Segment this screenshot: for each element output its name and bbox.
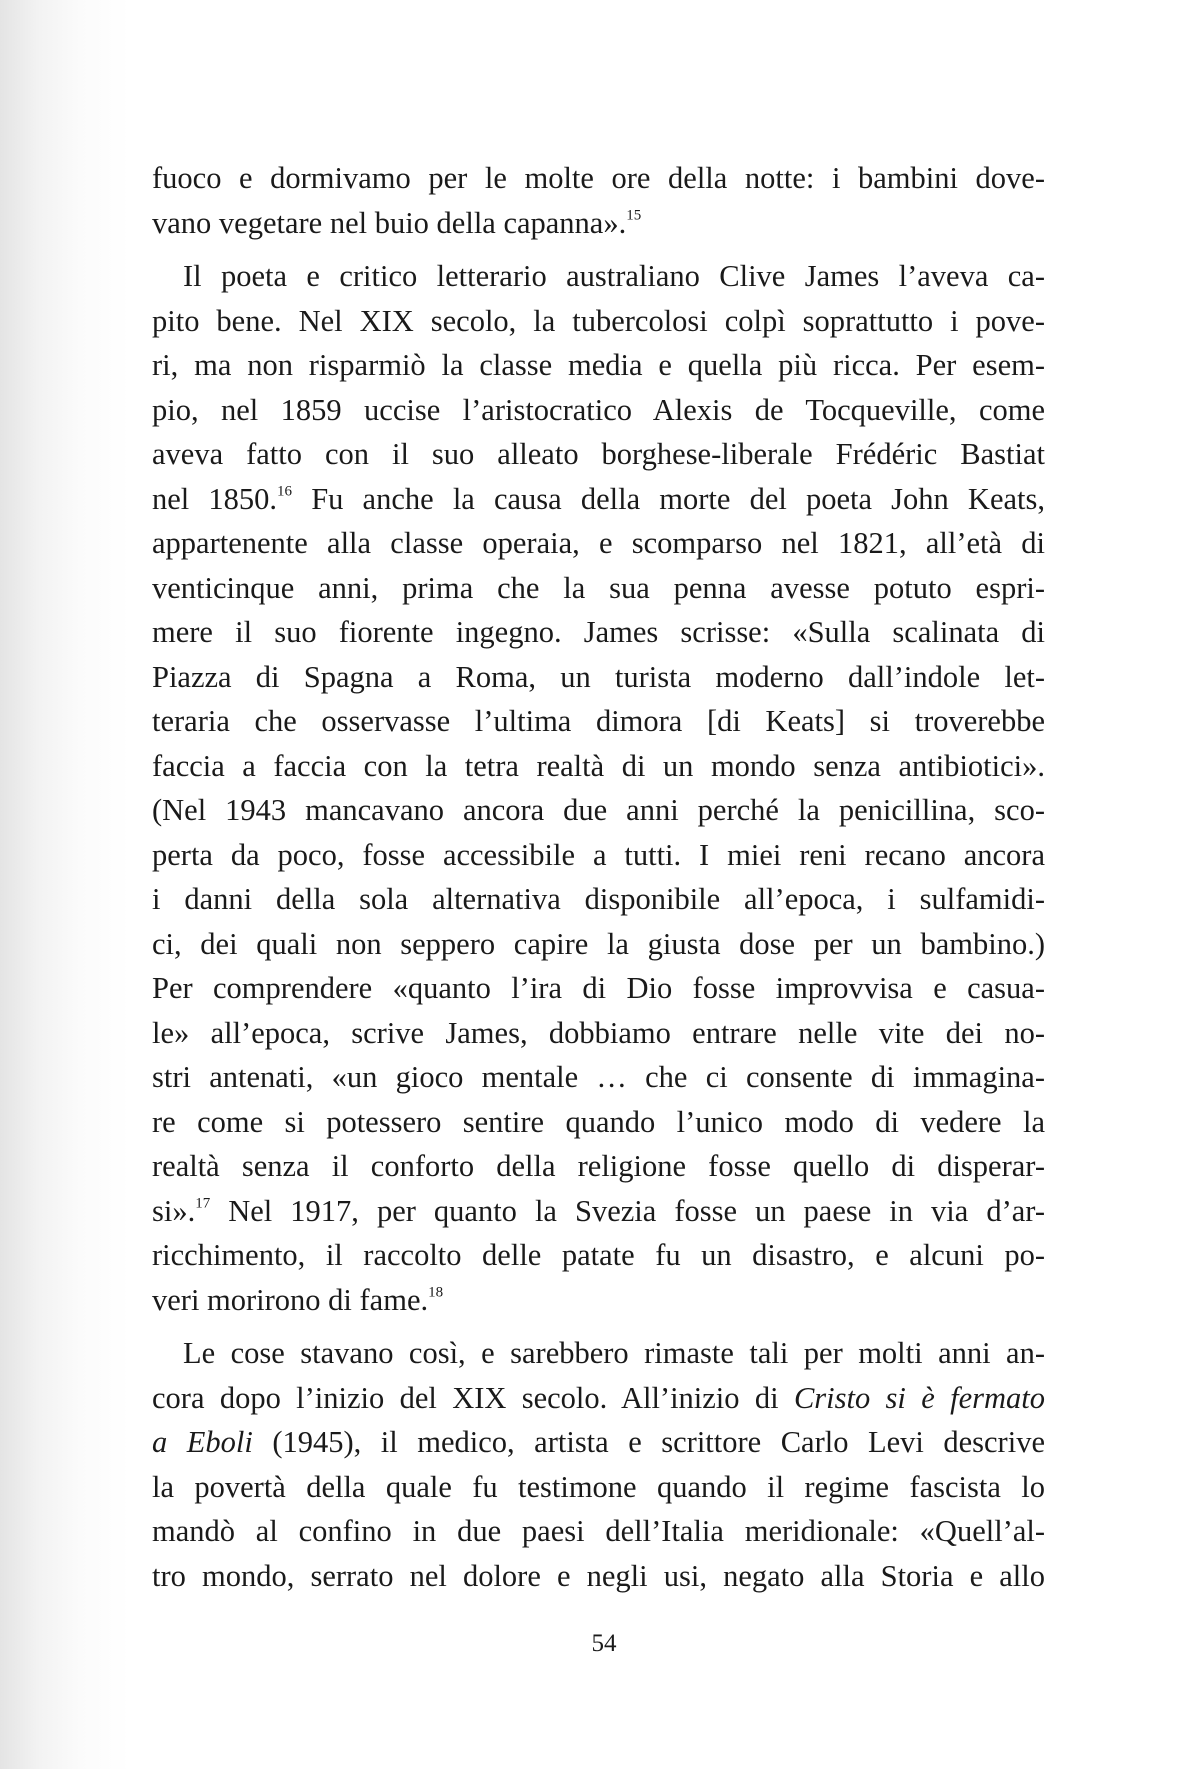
footnote-ref: 17 xyxy=(195,1195,211,1211)
text-line: la povertà della quale fu testimone quando il regime fascista lo xyxy=(152,1469,1045,1504)
text-line: ri, ma non risparmiò la classe media e quella più ricca. Per esem- xyxy=(152,348,1045,382)
text-run: nel 1850. xyxy=(152,481,278,516)
text-line: venticinque anni, prima che la sua penna avesse potuto espri- xyxy=(152,570,1045,605)
text-line: re come si potessero sentire quando l’unico modo di vedere la xyxy=(152,1104,1045,1139)
text-line: le» all’epoca, scrive James, dobbiamo entrare nelle vite dei no- xyxy=(152,1015,1045,1050)
page-number: 54 xyxy=(591,1630,617,1657)
text-line: realtà senza il conforto della religione fosse quello di disperar- xyxy=(152,1149,1045,1183)
footnote-ref: 15 xyxy=(626,207,642,223)
text-line: Per comprendere «quanto l’ira di Dio fosse improvvisa e casua- xyxy=(152,971,1045,1005)
text-line xyxy=(152,1278,1045,1323)
text-run: cora dopo l’inizio del XIX secolo. All’inizio di xyxy=(152,1380,794,1415)
text-line: pio, nel 1859 uccise l’aristocratico Alexis de Tocqueville, come xyxy=(152,392,1045,427)
text-line: faccia a faccia con la tetra realtà di un mondo senza antibiotici». xyxy=(152,748,1045,783)
text-line xyxy=(152,477,1045,522)
text-run: vano vegetare nel buio della capanna». xyxy=(152,205,627,240)
book-title: a Eboli xyxy=(152,1425,253,1459)
text-line xyxy=(152,1189,1045,1234)
text-line: pito bene. Nel XIX secolo, la tubercolosi colpì soprattutto i pove- xyxy=(152,303,1045,338)
text-line: appartenente alla classe operaia, e scomparso nel 1821, all’età di xyxy=(152,526,1045,560)
text-line: i danni della sola alternativa disponibile all’epoca, i sulfamidi- xyxy=(152,882,1045,916)
book-page-body xyxy=(152,156,1045,1598)
text-line: mandò al confino in due paesi dell’Italia meridionale: «Quell’al- xyxy=(152,1514,1045,1548)
text-line: stri antenati, «un gioco mentale … che ci consente di immagina- xyxy=(152,1060,1045,1094)
text-run: Nel 1917, per quanto la Svezia fosse un paese in via d’ar- xyxy=(210,1193,1045,1228)
text-line: mere il suo fiorente ingegno. James scrisse: «Sulla scalinata di xyxy=(152,615,1045,649)
text-line: Il poeta e critico letterario australiano Clive James l’aveva ca- xyxy=(183,259,1045,293)
text-line xyxy=(152,1376,1045,1421)
text-line: ricchimento, il raccolto delle patate fu un disastro, e alcuni po- xyxy=(152,1238,1045,1272)
text-line xyxy=(152,1420,1045,1465)
text-line: Le cose stavano così, e sarebbero rimaste tali per molti anni an- xyxy=(183,1336,1045,1370)
text-run: si». xyxy=(152,1193,196,1228)
text-run: veri morirono di fame. xyxy=(152,1282,429,1317)
text-line: ci, dei quali non seppero capire la giusta dose per un bambino.) xyxy=(152,926,1045,961)
text-run: Fu anche la causa della morte del poeta John Keats, xyxy=(292,481,1046,516)
footnote-ref: 18 xyxy=(428,1284,444,1300)
text-line xyxy=(152,201,1045,246)
text-line: aveva fatto con il suo alleato borghese-liberale Frédéric Bastiat xyxy=(152,437,1045,471)
text-run: (1945), il medico, artista e scrittore Carlo Levi descrive xyxy=(252,1425,1045,1459)
footnote-ref: 16 xyxy=(277,483,293,499)
text-line: perta da poco, fosse accessibile a tutti. I miei reni recano ancora xyxy=(152,837,1045,872)
text-line: Piazza di Spagna a Roma, un turista moderno dall’indole let- xyxy=(152,659,1045,694)
book-title: Cristo si è fermato xyxy=(793,1380,1045,1415)
text-line: (Nel 1943 mancavano ancora due anni perché la penicillina, sco- xyxy=(152,793,1045,827)
text-line: tro mondo, serrato nel dolore e negli usi, negato alla Storia e allo xyxy=(152,1558,1045,1593)
text-line: teraria che osservasse l’ultima dimora [di Keats] si troverebbe xyxy=(152,704,1045,738)
text-line: fuoco e dormivamo per le molte ore della notte: i bambini dove- xyxy=(152,161,1045,195)
